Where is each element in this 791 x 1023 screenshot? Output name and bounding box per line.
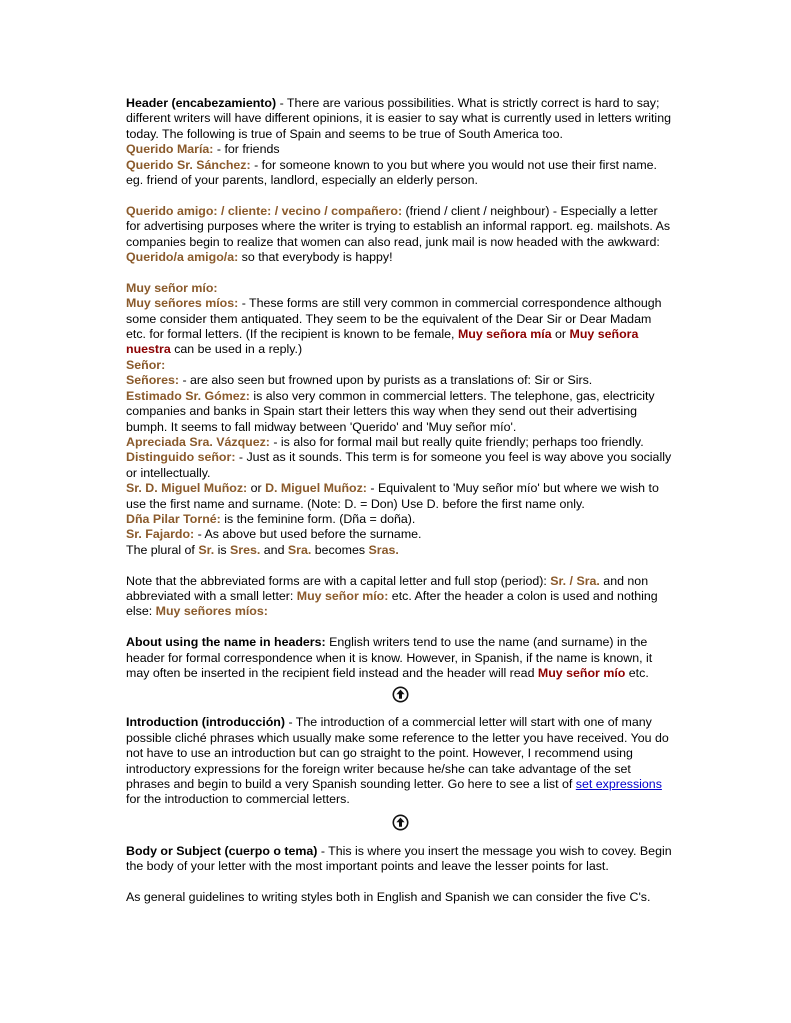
term: Apreciada Sra. Vázquez: — [126, 434, 270, 449]
senor — [126, 358, 674, 373]
term-text: - Just as it sounds. This term is for someone you feel is way above you socially or intellectually. — [126, 450, 672, 480]
section-title: Introduction (introducción) — [126, 715, 285, 730]
term-text: The plural of — [126, 542, 199, 557]
up-arrow-icon — [392, 686, 409, 703]
set-expressions-link[interactable]: set expressions — [575, 777, 662, 791]
term: Querido/a amigo/a: — [126, 250, 239, 265]
term-text: etc. After the header a colon is used and nothing else: — [126, 588, 658, 619]
section-title: About using the name in headers: — [126, 635, 326, 650]
term-text: and non abbreviated with a small letter: — [126, 573, 649, 603]
document-page — [126, 96, 674, 905]
term: Muy señores míos: — [126, 296, 239, 311]
term-text: becomes — [311, 542, 369, 557]
term-text: is — [214, 542, 231, 557]
introduction-paragraph — [126, 715, 674, 807]
term-text: or — [551, 327, 570, 342]
term-text: English writers tend to use the name (and surname) in the header for formal correspondence when it is know. However, in Spanish, if the name is known, it may often be inserted in the recipient field instead and the header will read — [126, 635, 653, 680]
term-text: is also very common in commercial letters. The telephone, gas, electricity companies and banks in Spain start their letters this way when they send out their advertising bumph. It seems to fall midway between 'Querido' and 'Muy señor mío'. — [126, 388, 655, 434]
term: Querido María: — [126, 142, 214, 157]
term-text: - is also for formal mail but really quite friendly; perhaps too friendly. — [269, 434, 644, 449]
term: Sr. / Sra. — [550, 573, 600, 588]
term: Sr. Fajardo: — [126, 527, 195, 542]
term: Distinguido señor: — [126, 450, 236, 465]
term-text: and — [260, 542, 288, 557]
back-to-top-button[interactable] — [126, 681, 674, 707]
term-text: can be used in a reply.) — [170, 342, 303, 357]
muy-senores-paragraph — [126, 296, 674, 358]
header-paragraph — [126, 96, 674, 142]
sr-d-miguel — [126, 481, 674, 512]
term-text: - are also seen but frowned upon by purists as a translations of: Sir or Sirs. — [179, 373, 593, 388]
body-paragraph — [126, 844, 674, 875]
term: Muy señor mío: — [126, 280, 218, 295]
section-title: Body or Subject (cuerpo o tema) — [126, 843, 318, 858]
term: Señores: — [126, 373, 180, 388]
emphasis-term: Muy señor mío — [537, 665, 626, 680]
term-text: (friend / client / neighbour) - Especially a letter for advertising purposes where the writer is trying to establish an informal rapport. eg. mailshots. As companies begin to realize that women can also read, junk mail is now headed with the awkward: — [126, 203, 671, 249]
term: Dña Pilar Torné: — [126, 511, 221, 526]
term-text: - for friends — [213, 142, 280, 157]
term: Muy señores míos: — [155, 604, 268, 619]
example-querido-sanchez — [126, 158, 674, 189]
example-querido-maria — [126, 142, 674, 157]
term: Sres. — [230, 542, 261, 557]
term: Sras. — [368, 542, 399, 557]
term-text: - The introduction of a commercial letter will start with one of many possible cliché phrases which usually make some reference to the letter you have received. You do not have to use an introduction but can go straight to the point. However, I recommend using introductory expressions for the foreign writer because he/she can take advantage of the set phrases and begin to build a very Spanish sounding letter. Go here to see a list of — [126, 715, 669, 791]
term-text: - These forms are still very common in commercial correspondence although some consider them antiquated. They seem to be the equivalent of the Dear Sir or Dear Madam etc. for formal letters. (If the recipient is known to be female, — [126, 296, 662, 342]
senores — [126, 373, 674, 388]
back-to-top-button[interactable] — [126, 810, 674, 836]
term: Sr. D. Miguel Muñoz: — [126, 481, 248, 496]
term: D. Miguel Muñoz: — [265, 481, 367, 496]
term: Sr. — [198, 542, 215, 557]
querido-amigo-a — [126, 250, 674, 265]
term-text: or — [247, 481, 266, 496]
term-text: for the introduction to commercial letters. — [126, 792, 350, 807]
term-text: - Equivalent to 'Muy señor mío' but where we wish to use the first name and surname. (Note: D. = Don) Use D. before the first name only. — [126, 481, 659, 511]
term-text: so that everybody is happy! — [238, 250, 393, 265]
term: Querido Sr. Sánchez: — [126, 157, 251, 172]
term: Muy señor mío: — [296, 588, 389, 603]
names-paragraph — [126, 635, 674, 681]
sr-fajardo — [126, 527, 674, 542]
estimado — [126, 389, 674, 435]
term-text: - As above but used before the surname. — [194, 527, 422, 542]
term-text: etc. — [625, 665, 649, 680]
plural-line — [126, 543, 674, 558]
term: Señor: — [126, 357, 166, 372]
note-paragraph — [126, 574, 674, 620]
up-arrow-icon — [392, 814, 409, 831]
term-text: Note that the abbreviated forms are with a capital letter and full stop (period): — [126, 573, 551, 588]
emphasis-term: Muy señora mía — [457, 327, 552, 342]
term: Querido amigo: / cliente: / vecino / compañero: — [126, 203, 403, 218]
querido-paragraph — [126, 204, 674, 250]
dna-pilar — [126, 512, 674, 527]
term-text: - This is where you insert the message you wish to covey. Begin the body of your letter with the most important points and leave the lesser points for last. — [126, 843, 672, 874]
header-intro: - There are various possibilities. What is strictly correct is hard to say; different writers will have different opinions, it is easier to say what is currently used in letters writing today. The following is true of Spain and seems to be true of South America too. — [126, 96, 671, 141]
apreciada — [126, 435, 674, 450]
term: Sra. — [287, 542, 312, 557]
term-text: - for someone known to you but where you would not use their first name. eg. friend of your parents, landlord, especially an elderly person. — [126, 157, 657, 188]
term-text: is the feminine form. (Dña = doña). — [220, 511, 416, 526]
emphasis-term: Muy señora nuestra — [126, 327, 639, 357]
guidelines-paragraph: As general guidelines to writing styles both in English and Spanish we can consider the five C's. — [126, 890, 651, 905]
distinguido — [126, 450, 674, 481]
muy-senor-mio — [126, 281, 674, 296]
header-title: Header (encabezamiento) — [126, 96, 277, 110]
term: Estimado Sr. Gómez: — [126, 388, 250, 403]
